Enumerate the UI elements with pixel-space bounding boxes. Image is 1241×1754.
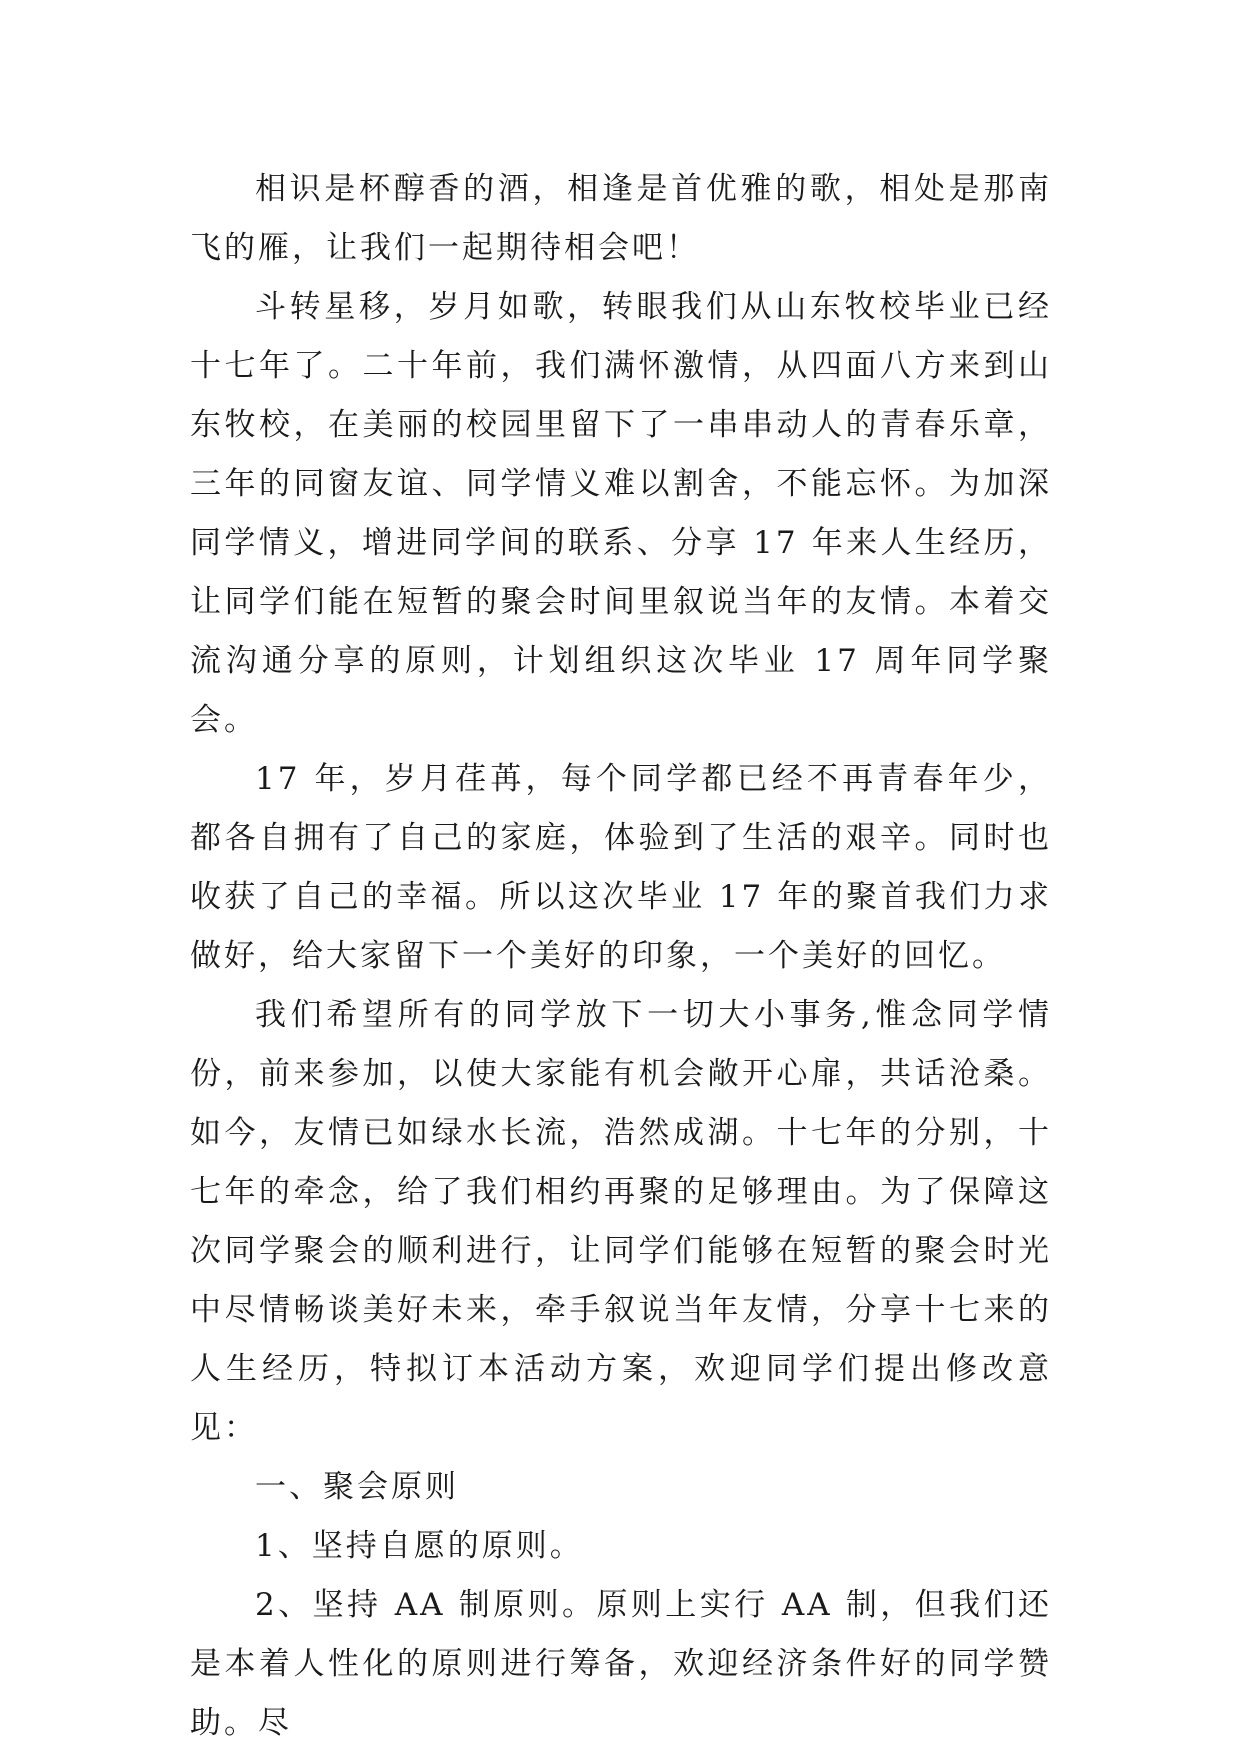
section-heading-principles: 一、聚会原则 [255,1469,459,1505]
paragraph-invitation: 我们希望所有的同学放下一切大小事务,惟念同学情份，前来参加，以使大家能有机会敞开心扉，共话沧桑。如今，友情已如绿水长流，浩然成湖。十七年的分别，十七年的牵念，给了我们相约再聚的足够理由。为了保障这次同学聚会的顺利进行，让同学们能够在短暂的聚会时光中尽情畅谈美好未来，牵手叙说当年友情，分享十七来的人生经历，特拟订本活动方案，欢迎同学们提出修改意见： [190,997,1052,1446]
principle-item-1: 1、坚持自愿的原则。 [255,1528,584,1564]
paragraph-seventeen-years: 17 年，岁月荏苒，每个同学都已经不再青春年少，都各自拥有了自己的家庭，体验到了生活的艰辛。同时也收获了自己的幸福。所以这次毕业 17 年的聚首我们力求做好，给大家留下一个美好的印象，一个美好的回忆。 [190,761,1052,974]
document-body [190,160,1052,1753]
principle-item-2: 2、坚持 AA 制原则。原则上实行 AA 制，但我们还是本着人性化的原则进行筹备，欢迎经济条件好的同学赞助。尽 [190,1587,1052,1741]
paragraph-background: 斗转星移，岁月如歌，转眼我们从山东牧校毕业已经十七年了。二十年前，我们满怀激情，从四面八方来到山东牧校，在美丽的校园里留下了一串串动人的青春乐章，三年的同窗友谊、同学情义难以割舍，不能忘怀。为加深同学情义，增进同学间的联系、分享 17 年来人生经历，让同学们能在短暂的聚会时间里叙说当年的友情。本着交流沟通分享的原则，计划组织这次毕业 17 周年同学聚会。 [190,289,1052,738]
paragraph-intro: 相识是杯醇香的酒，相逢是首优雅的歌，相处是那南飞的雁，让我们一起期待相会吧！ [190,171,1052,266]
